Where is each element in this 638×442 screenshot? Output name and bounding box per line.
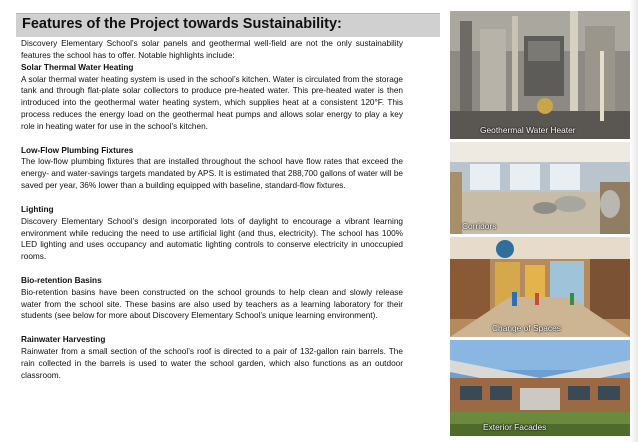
section-body-bio-retention: Bio-retention basins have been constructed on the school grounds to help clean and slowly release water from the school site. These basins are also used by teachers as a learning laboratory for their students (see below for more about Discovery Elementary School’s unique learning environment). [21,287,403,321]
section-body-lighting: Discovery Elementary School’s design incorporated lots of daylight to encourage a vibrant learning environment while reducing the need to use artificial light (and thus, electricity). The school has 100% LED lighting and uses occupancy and automatic lighting controls to conserve electricity in unoccupied rooms. [21,216,403,262]
article-body [21,38,403,381]
photo-caption-corridors: Corridors [462,221,497,231]
page-edge [630,0,638,442]
section-heading-lighting: Lighting [21,204,54,214]
photo-caption-exterior: Exterior Facades [483,422,547,432]
exterior-facades-photo [450,340,630,436]
section-body-rainwater: Rainwater from a small section of the school’s roof is directed to a pair of 132-gallon rain barrels. The rain collected in the barrels is used to water the school garden, which also functions as an outdoor classroom. [21,346,403,380]
intro-paragraph: Discovery Elementary School’s solar panels and geothermal well-field are not the only sustainability features the school has to offer. Notable highlights include: [21,39,403,60]
photo-column [450,11,630,439]
section-heading-bio-retention: Bio-retention Basins [21,275,102,285]
section-heading-rainwater: Rainwater Harvesting [21,335,106,345]
change-of-spaces-photo [450,237,630,337]
section-heading-low-flow: Low-Flow Plumbing Fixtures [21,145,134,155]
section-body-low-flow: The low-flow plumbing fixtures that are installed throughout the school have flow rates that exceed the energy- and water-savings targets mandated by APS. It is estimated that 288,700 gallons of water will be saved per year, 36% lower than a building equipped with baseline, standard-flow fixtures. [21,157,404,191]
page-title: Features of the Project towards Sustainability: [16,13,440,37]
photo-caption-geothermal: Geothermal Water Heater [480,125,576,135]
geothermal-water-heater-photo [450,11,630,139]
photo-caption-change-of-spaces: Change of Spaces [492,323,561,333]
section-body-solar-thermal: A solar thermal water heating system is used in the school’s kitchen. Water is circulated from the storage tank and through flat-plate solar collectors to produce pre-heated water. This pre-heated water is then introduced into the geothermal water heating system, which supplies heat at a consistent 120°F. This process reduces the energy load on the geothermal heat pumps and allows solar energy to play a key role in heating water for use in the school’s kitchen. [21,74,403,131]
corridors-photo [450,142,630,234]
section-heading-solar-thermal: Solar Thermal Water Heating [21,62,134,72]
